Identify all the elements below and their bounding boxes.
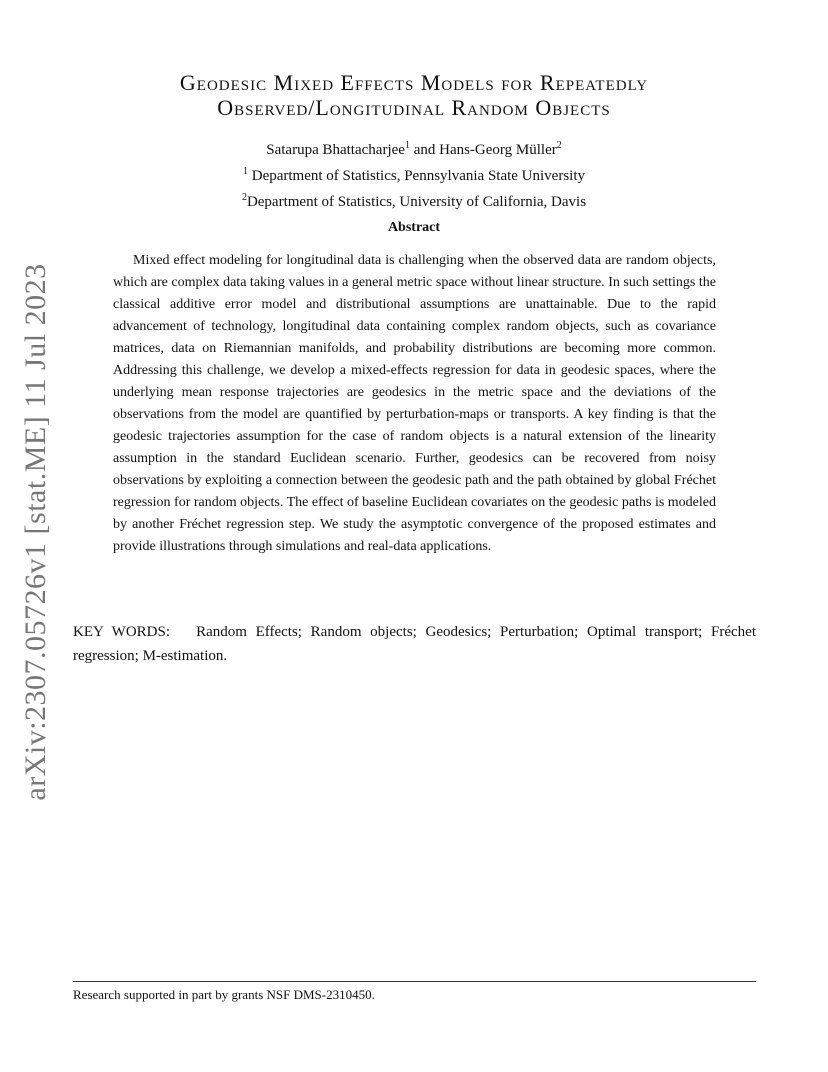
keywords-label: KEY WORDS:	[73, 624, 171, 640]
arxiv-side-stamp: arXiv:2307.05726v1 [stat.ME] 11 Jul 2023	[19, 263, 52, 801]
affiliation-1-text: Department of Statistics, Pennsylvania State University	[247, 168, 586, 184]
affiliation-1-mark: 1	[242, 166, 248, 177]
author-joiner: and	[409, 142, 440, 158]
footnote-divider	[73, 981, 756, 982]
title-line-2: Observed/Longitudinal Random Objects	[217, 95, 611, 120]
author-2-mark: 2	[556, 140, 562, 151]
author-1-mark: 1	[404, 140, 410, 151]
affiliation-1	[0, 161, 828, 187]
affiliation-2-text: Department of Statistics, University of California, Davis	[246, 194, 587, 210]
keywords	[73, 620, 756, 668]
author-block	[0, 135, 828, 213]
abstract-heading: Abstract	[387, 220, 441, 235]
abstract-text: Mixed effect modeling for longitudinal data is challenging when the observed data are random objects, which are complex data taking values in a general metric space without linear structure. In such settings the classical additive error model and distributional assumptions are unattainable. Due to the rapid advancement of technology, longitudinal data containing complex random objects, such as covariance matrices, data on Riemannian manifolds, and probability distributions are becoming more common. Addressing this challenge, we develop a mixed-effects regression for data in geodesic spaces, where the underlying mean response trajectories are geodesics in the metric space and the deviations of the observations from the model are quantified by perturbation-maps or transports. A key finding is that the geodesic trajectories assumption for the case of random objects is a natural extension of the linearity assumption in the standard Euclidean scenario. Further, geodesics can be recovered from noisy observations by exploiting a connection between the geodesic path and the path obtained by global Fréchet regression for random objects. The effect of baseline Euclidean covariates on the geodesic paths is modeled by another Fréchet regression step. We study the asymptotic convergence of the proposed estimates and provide illustrations through simulations and real-data applications.	[113, 253, 716, 554]
author-line	[0, 135, 828, 161]
title-line-1: Geodesic Mixed Effects Models for Repeatedly	[179, 70, 649, 95]
paper-title	[0, 70, 828, 120]
footnote: Research supported in part by grants NSF DMS-2310450.	[73, 987, 375, 1002]
keywords-text: Random Effects; Random objects; Geodesics; Perturbation; Optimal transport; Fréchet regression; M-estimation.	[73, 624, 757, 664]
author-2: Hans-Georg Müller	[439, 142, 557, 158]
affiliation-2-mark: 2	[241, 192, 247, 203]
affiliation-2	[0, 187, 828, 213]
author-1: Satarupa Bhattacharjee	[266, 142, 405, 158]
